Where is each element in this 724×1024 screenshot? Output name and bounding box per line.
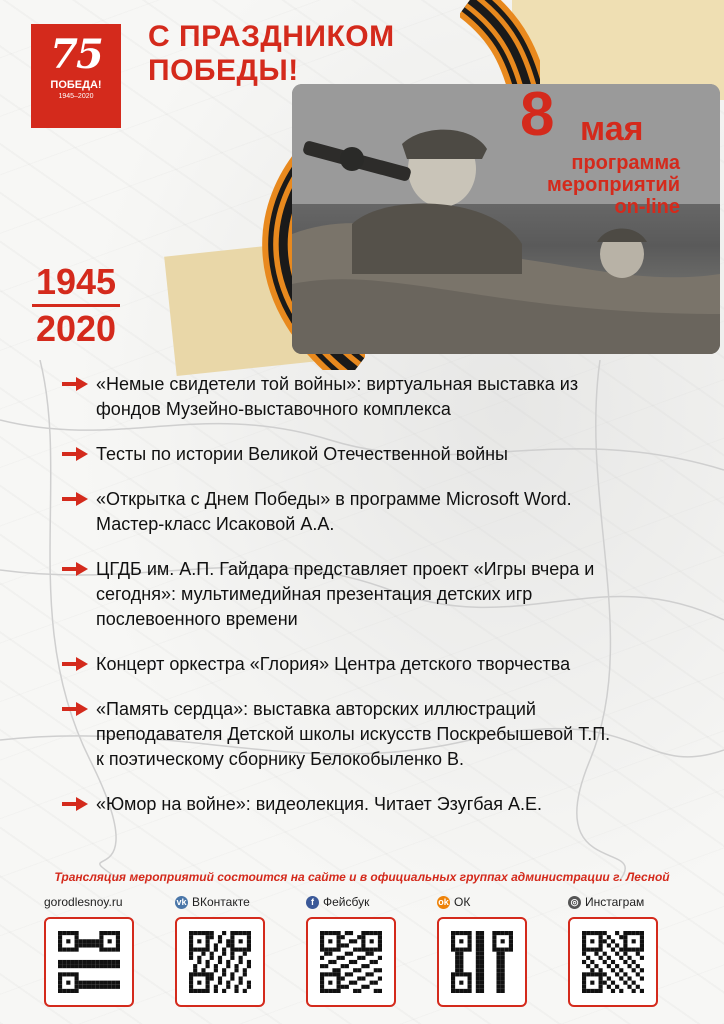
event-text-line1: Концерт оркестра «Глория» Центра детского творчества [96,654,571,674]
event-item [62,697,712,772]
event-text-line3: к поэтическому сборнику Белокобыленко В. [96,749,465,769]
qr-code[interactable] [437,917,527,1007]
logo-years: 1945–2020 [58,93,94,100]
social-link-3[interactable] [437,893,541,1007]
arrow-right-icon [62,797,88,811]
date-sub-line3: on-line [614,196,680,218]
event-text-line2: Мастер-класс Исаковой А.А. [96,514,335,534]
event-text-line1: «Память сердца»: выставка авторских иллюстраций [96,699,536,719]
social-label-row [306,893,410,911]
social-label: ОК [454,895,471,909]
date-sub-line2: мероприятий [547,174,680,196]
instagram-icon: ◎ [568,896,581,909]
event-text-line1: Тесты по истории Великой Отечественной войны [96,444,508,464]
event-text-line2: преподавателя Детской школы искусств Поскребышевой Т.П. [96,724,611,744]
event-text-line2: сегодня»: мультимедийная презентация детских игр [96,584,533,604]
arrow-right-icon [62,562,88,576]
social-link-1[interactable] [175,893,279,1007]
event-text-line3: послевоенного времени [96,609,298,629]
victory-75-logo [31,24,121,128]
social-link-4[interactable] [568,893,672,1007]
social-label: Фейсбук [323,895,370,909]
headline [148,20,395,88]
qr-code[interactable] [44,917,134,1007]
arrow-right-icon [62,377,88,391]
facebook-icon: f [306,896,319,909]
qr-code[interactable] [306,917,396,1007]
event-text-line1: «Немые свидетели той войны»: виртуальная выставка из [96,374,579,394]
event-text-line2: фондов Музейно-выставочного комплекса [96,399,451,419]
event-item [62,372,712,422]
event-text-line1: «Юмор на войне»: видеолекция. Читает Эзугбая А.Е. [96,794,542,814]
date-sub-line1: программа [571,152,680,174]
qr-code[interactable] [568,917,658,1007]
vk-icon: vk [176,896,187,907]
headline-line2: ПОБЕДЫ! [148,54,299,87]
arrow-right-icon [62,657,88,671]
event-item [62,442,712,467]
event-text-line1: «Открытка с Днем Победы» в программе Microsoft Word. [96,489,572,509]
year-start: 1945 [35,261,117,302]
social-label-row [175,893,279,911]
date-day: 8 [520,80,555,149]
event-item [62,557,712,632]
date-month: мая [580,110,644,148]
social-label-row [568,893,672,911]
logo-word: ПОБЕДА! [50,79,102,91]
event-item [62,792,712,817]
social-label: Инстаграм [585,895,645,909]
event-text-line1: ЦГДБ им. А.П. Гайдара представляет проект «Игры вчера и [96,559,595,579]
date-subtitle [540,152,680,218]
arrow-right-icon [62,702,88,716]
year-end: 2020 [35,308,117,349]
event-list [62,372,712,837]
social-label-row [437,893,541,911]
logo-number: 75 [50,31,102,78]
social-label: gorodlesnoy.ru [44,895,123,909]
qr-code[interactable] [175,917,265,1007]
social-label: ВКонтакте [192,895,250,909]
years-divider [32,304,120,307]
social-link-2[interactable] [306,893,410,1007]
social-label-row [44,893,148,911]
years-block [26,262,126,349]
broadcast-note: Трансляция мероприятий состоится на сайте и в официальных группах администрации г. Лесной [54,870,670,884]
event-item [62,652,712,677]
social-link-0[interactable] [44,893,148,1007]
arrow-right-icon [62,492,88,506]
arrow-right-icon [62,447,88,461]
soldier-photo [292,80,720,354]
odnoklassniki-icon: ok [438,896,449,907]
event-item [62,487,712,537]
headline-line1: С ПРАЗДНИКОМ [148,20,395,53]
